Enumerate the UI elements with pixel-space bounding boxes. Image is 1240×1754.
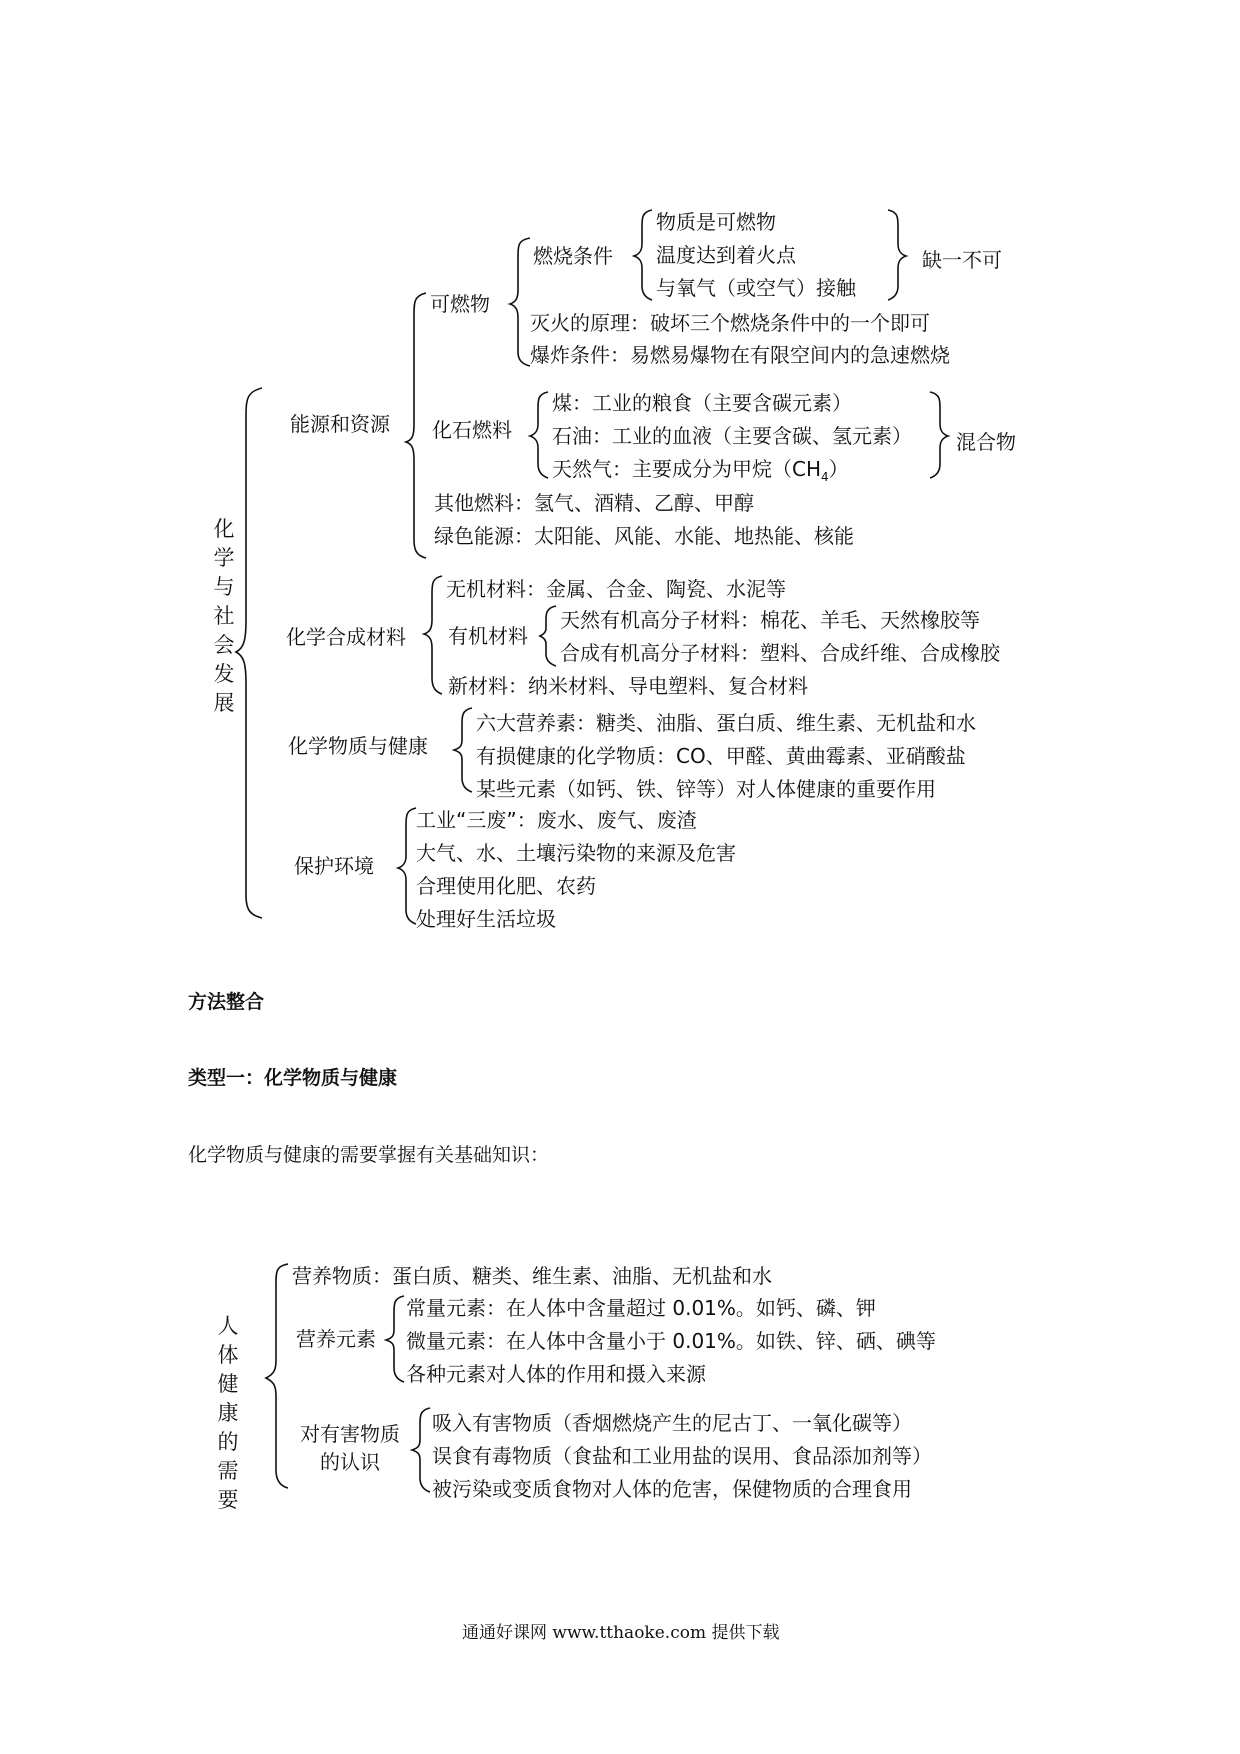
elements-item: 常量元素：在人体中含量超过 0.01%。如钙、磷、钾 — [406, 1296, 876, 1320]
fossil-item: 煤：工业的粮食（主要含碳元素） — [552, 391, 852, 415]
root2-line: 健康 — [217, 1372, 239, 1425]
inorganic-text: 无机材料：金属、合金、陶瓷、水泥等 — [446, 577, 786, 601]
harmful-label-1: 对有害物质 — [300, 1422, 400, 1446]
root-line: 与 — [213, 575, 235, 599]
combustible-label: 可燃物 — [430, 292, 490, 316]
environment-brace — [398, 808, 416, 924]
burn-condition-label: 燃烧条件 — [533, 244, 613, 268]
root-line: 化学 — [213, 517, 235, 570]
root-label — [204, 515, 244, 718]
green-energy: 绿色能源：太阳能、风能、水能、地热能、核能 — [434, 524, 854, 548]
health-brace — [454, 708, 472, 792]
environment-label: 保护环境 — [294, 854, 374, 878]
organic-label: 有机材料 — [448, 624, 528, 648]
environment-item: 大气、水、土壤污染物的来源及危害 — [416, 841, 736, 865]
environment-item: 合理使用化肥、农药 — [416, 874, 596, 898]
conditions-brace — [634, 210, 652, 300]
other-fuels: 其他燃料：氢气、酒精、乙醇、甲醇 — [434, 491, 754, 515]
root2-brace — [266, 1264, 288, 1488]
root2-line: 的 — [217, 1430, 239, 1454]
gas-sub: 4 — [821, 470, 829, 484]
energy-label: 能源和资源 — [290, 412, 390, 436]
intro-paragraph: 化学物质与健康的需要掌握有关基础知识： — [188, 1144, 550, 1166]
gas-prefix: 天然气：主要成分为甲烷（CH — [552, 457, 822, 481]
health-item: 六大营养素：糖类、油脂、蛋白质、维生素、无机盐和水 — [476, 711, 976, 735]
elements-item: 微量元素：在人体中含量小于 0.01%。如铁、锌、硒、碘等 — [406, 1329, 936, 1353]
conditions-note: 缺一不可 — [922, 248, 1002, 272]
health-label: 化学物质与健康 — [288, 734, 428, 758]
footer-text: 通通好课网 www.tthaoke.com 提供下载 — [462, 1623, 780, 1643]
organic-item: 天然有机高分子材料：棉花、羊毛、天然橡胶等 — [560, 608, 980, 632]
materials-label: 化学合成材料 — [286, 625, 406, 649]
elements-item: 各种元素对人体的作用和摄入来源 — [406, 1362, 706, 1386]
root-line: 社会 — [213, 604, 235, 657]
nutrients-text: 营养物质：蛋白质、糖类、维生素、油脂、无机盐和水 — [292, 1264, 772, 1288]
organic-brace — [540, 606, 556, 666]
fossil-brace — [530, 392, 548, 478]
environment-item: 工业“三废”：废水、废气、废渣 — [416, 808, 697, 832]
harmful-brace — [412, 1408, 430, 1492]
type1-heading: 类型一：化学物质与健康 — [188, 1067, 398, 1089]
root2-line: 需要 — [217, 1459, 239, 1512]
fossil-item: 石油：工业的血液（主要含碳、氢元素） — [552, 424, 912, 448]
extinguish-text: 灭火的原理：破坏三个燃烧条件中的一个即可 — [530, 311, 930, 335]
root-line: 发展 — [213, 662, 235, 715]
fossil-note: 混合物 — [956, 430, 1016, 454]
condition-item: 温度达到着火点 — [656, 243, 796, 267]
environment-item: 处理好生活垃圾 — [416, 907, 556, 931]
energy-brace — [406, 293, 426, 558]
explosion-text: 爆炸条件：易燃易爆物在有限空间内的急速燃烧 — [530, 343, 950, 367]
method-heading: 方法整合 — [188, 991, 265, 1013]
fossil-close-brace — [930, 392, 948, 478]
harmful-label-2: 的认识 — [320, 1450, 380, 1474]
materials-brace — [424, 576, 442, 694]
health-item: 某些元素（如钙、铁、锌等）对人体健康的重要作用 — [476, 777, 936, 801]
fossil-label: 化石燃料 — [432, 418, 512, 442]
health-item: 有损健康的化学物质：CO、甲醛、黄曲霉素、亚硝酸盐 — [476, 744, 966, 768]
condition-item: 与氧气（或空气）接触 — [656, 276, 856, 300]
organic-item: 合成有机高分子材料：塑料、合成纤维、合成橡胶 — [560, 641, 1000, 665]
conditions-close-brace — [888, 210, 906, 300]
harmful-item: 吸入有害物质（香烟燃烧产生的尼古丁、一氧化碳等） — [432, 1411, 912, 1435]
gas-suffix: ） — [828, 457, 849, 481]
root2-line: 人体 — [217, 1314, 239, 1367]
condition-item: 物质是可燃物 — [656, 210, 776, 234]
harmful-item: 被污染或变质食物对人体的危害，保健物质的合理食用 — [432, 1477, 912, 1501]
new-materials: 新材料：纳米材料、导电塑料、复合材料 — [448, 674, 808, 698]
root2-label — [208, 1312, 248, 1515]
elements-label: 营养元素 — [296, 1327, 376, 1351]
fossil-item-gas — [552, 457, 849, 489]
combustible-brace — [510, 238, 530, 366]
harmful-item: 误食有毒物质（食盐和工业用盐的误用、食品添加剂等） — [432, 1444, 932, 1468]
elements-brace — [386, 1296, 404, 1382]
